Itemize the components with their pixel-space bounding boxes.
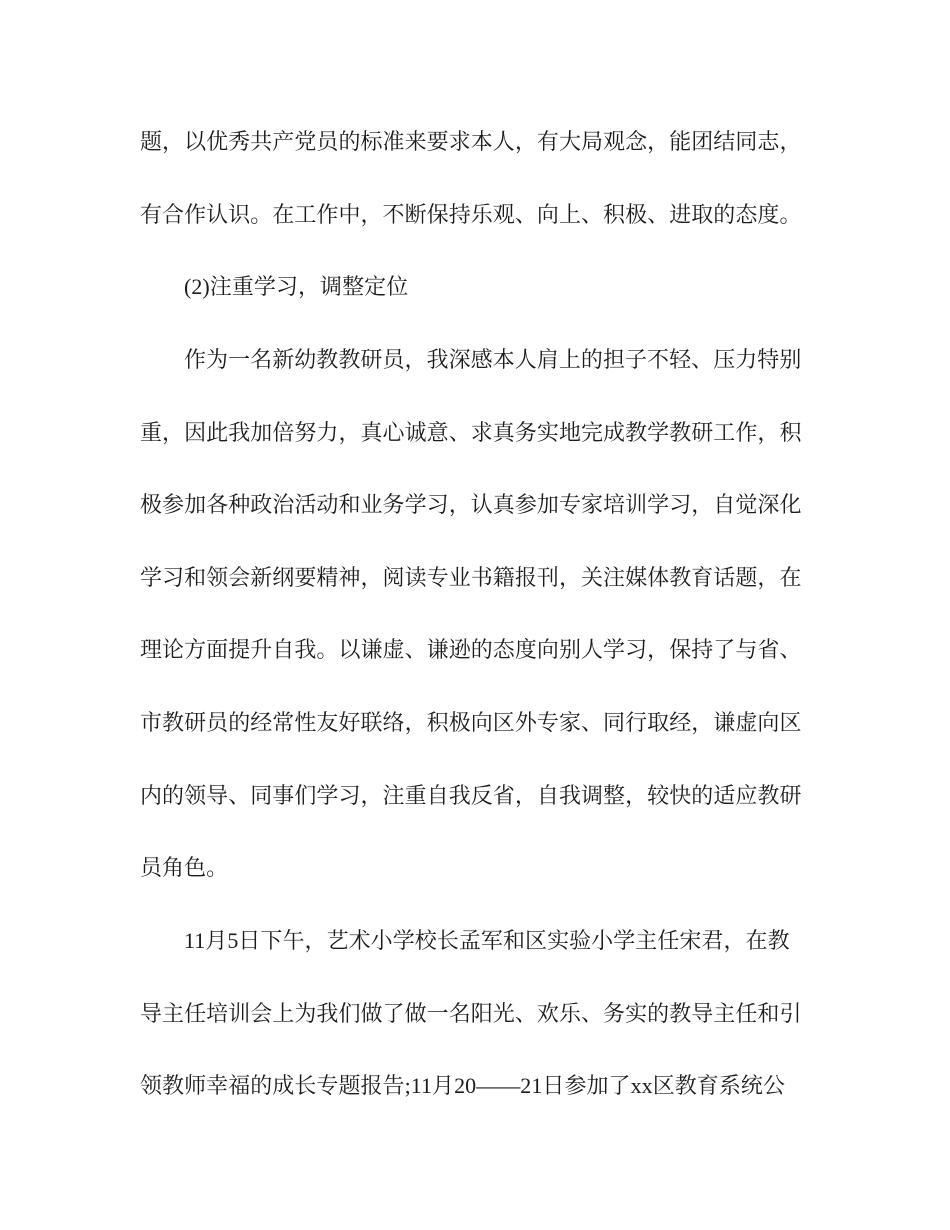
text-line: 作为一名新幼教教研员，我深感本人肩上的担子不轻、压力特别 — [184, 346, 802, 372]
text-line: 员角色。 — [140, 855, 229, 881]
text-line: 市教研员的经常性友好联络，积极向区外专家、同行取经，谦虚向区 — [140, 710, 802, 735]
text-line: 重，因此我加倍努力，真心诚意、求真务实地完成教学教研工作，积 — [140, 419, 802, 445]
text-line: 11月5日下午，艺术小学校长孟军和区实验小学主任宋君，在教 — [184, 927, 790, 953]
text-line: 内的领导、同事们学习，注重自我反省，自我调整，较快的适应教研 — [140, 782, 802, 808]
text-line: 领教师幸福的成长专题报告;11月20——21日参加了xx区教育系统公 — [140, 1073, 785, 1099]
text-line: 导主任培训会上为我们做了做一名阳光、欢乐、务实的教导主任和引 — [140, 1000, 802, 1026]
text-line-section-heading: (2)注重学习，调整定位 — [184, 274, 409, 300]
text-line: 学习和领会新纲要精神，阅读专业书籍报刊，关注媒体教育话题，在 — [140, 564, 802, 590]
text-line: 有合作认识。在工作中，不断保持乐观、向上、积极、进取的态度。 — [140, 201, 802, 227]
text-line: 题，以优秀共产党员的标准来要求本人，有大局观念，能团结同志， — [140, 129, 802, 154]
text-line: 理论方面提升自我。以谦虚、谦逊的态度向别人学习，保持了与省、 — [140, 637, 802, 663]
text-line: 极参加各种政治活动和业务学习，认真参加专家培训学习，自觉深化 — [140, 492, 802, 518]
document-body — [140, 106, 830, 1123]
